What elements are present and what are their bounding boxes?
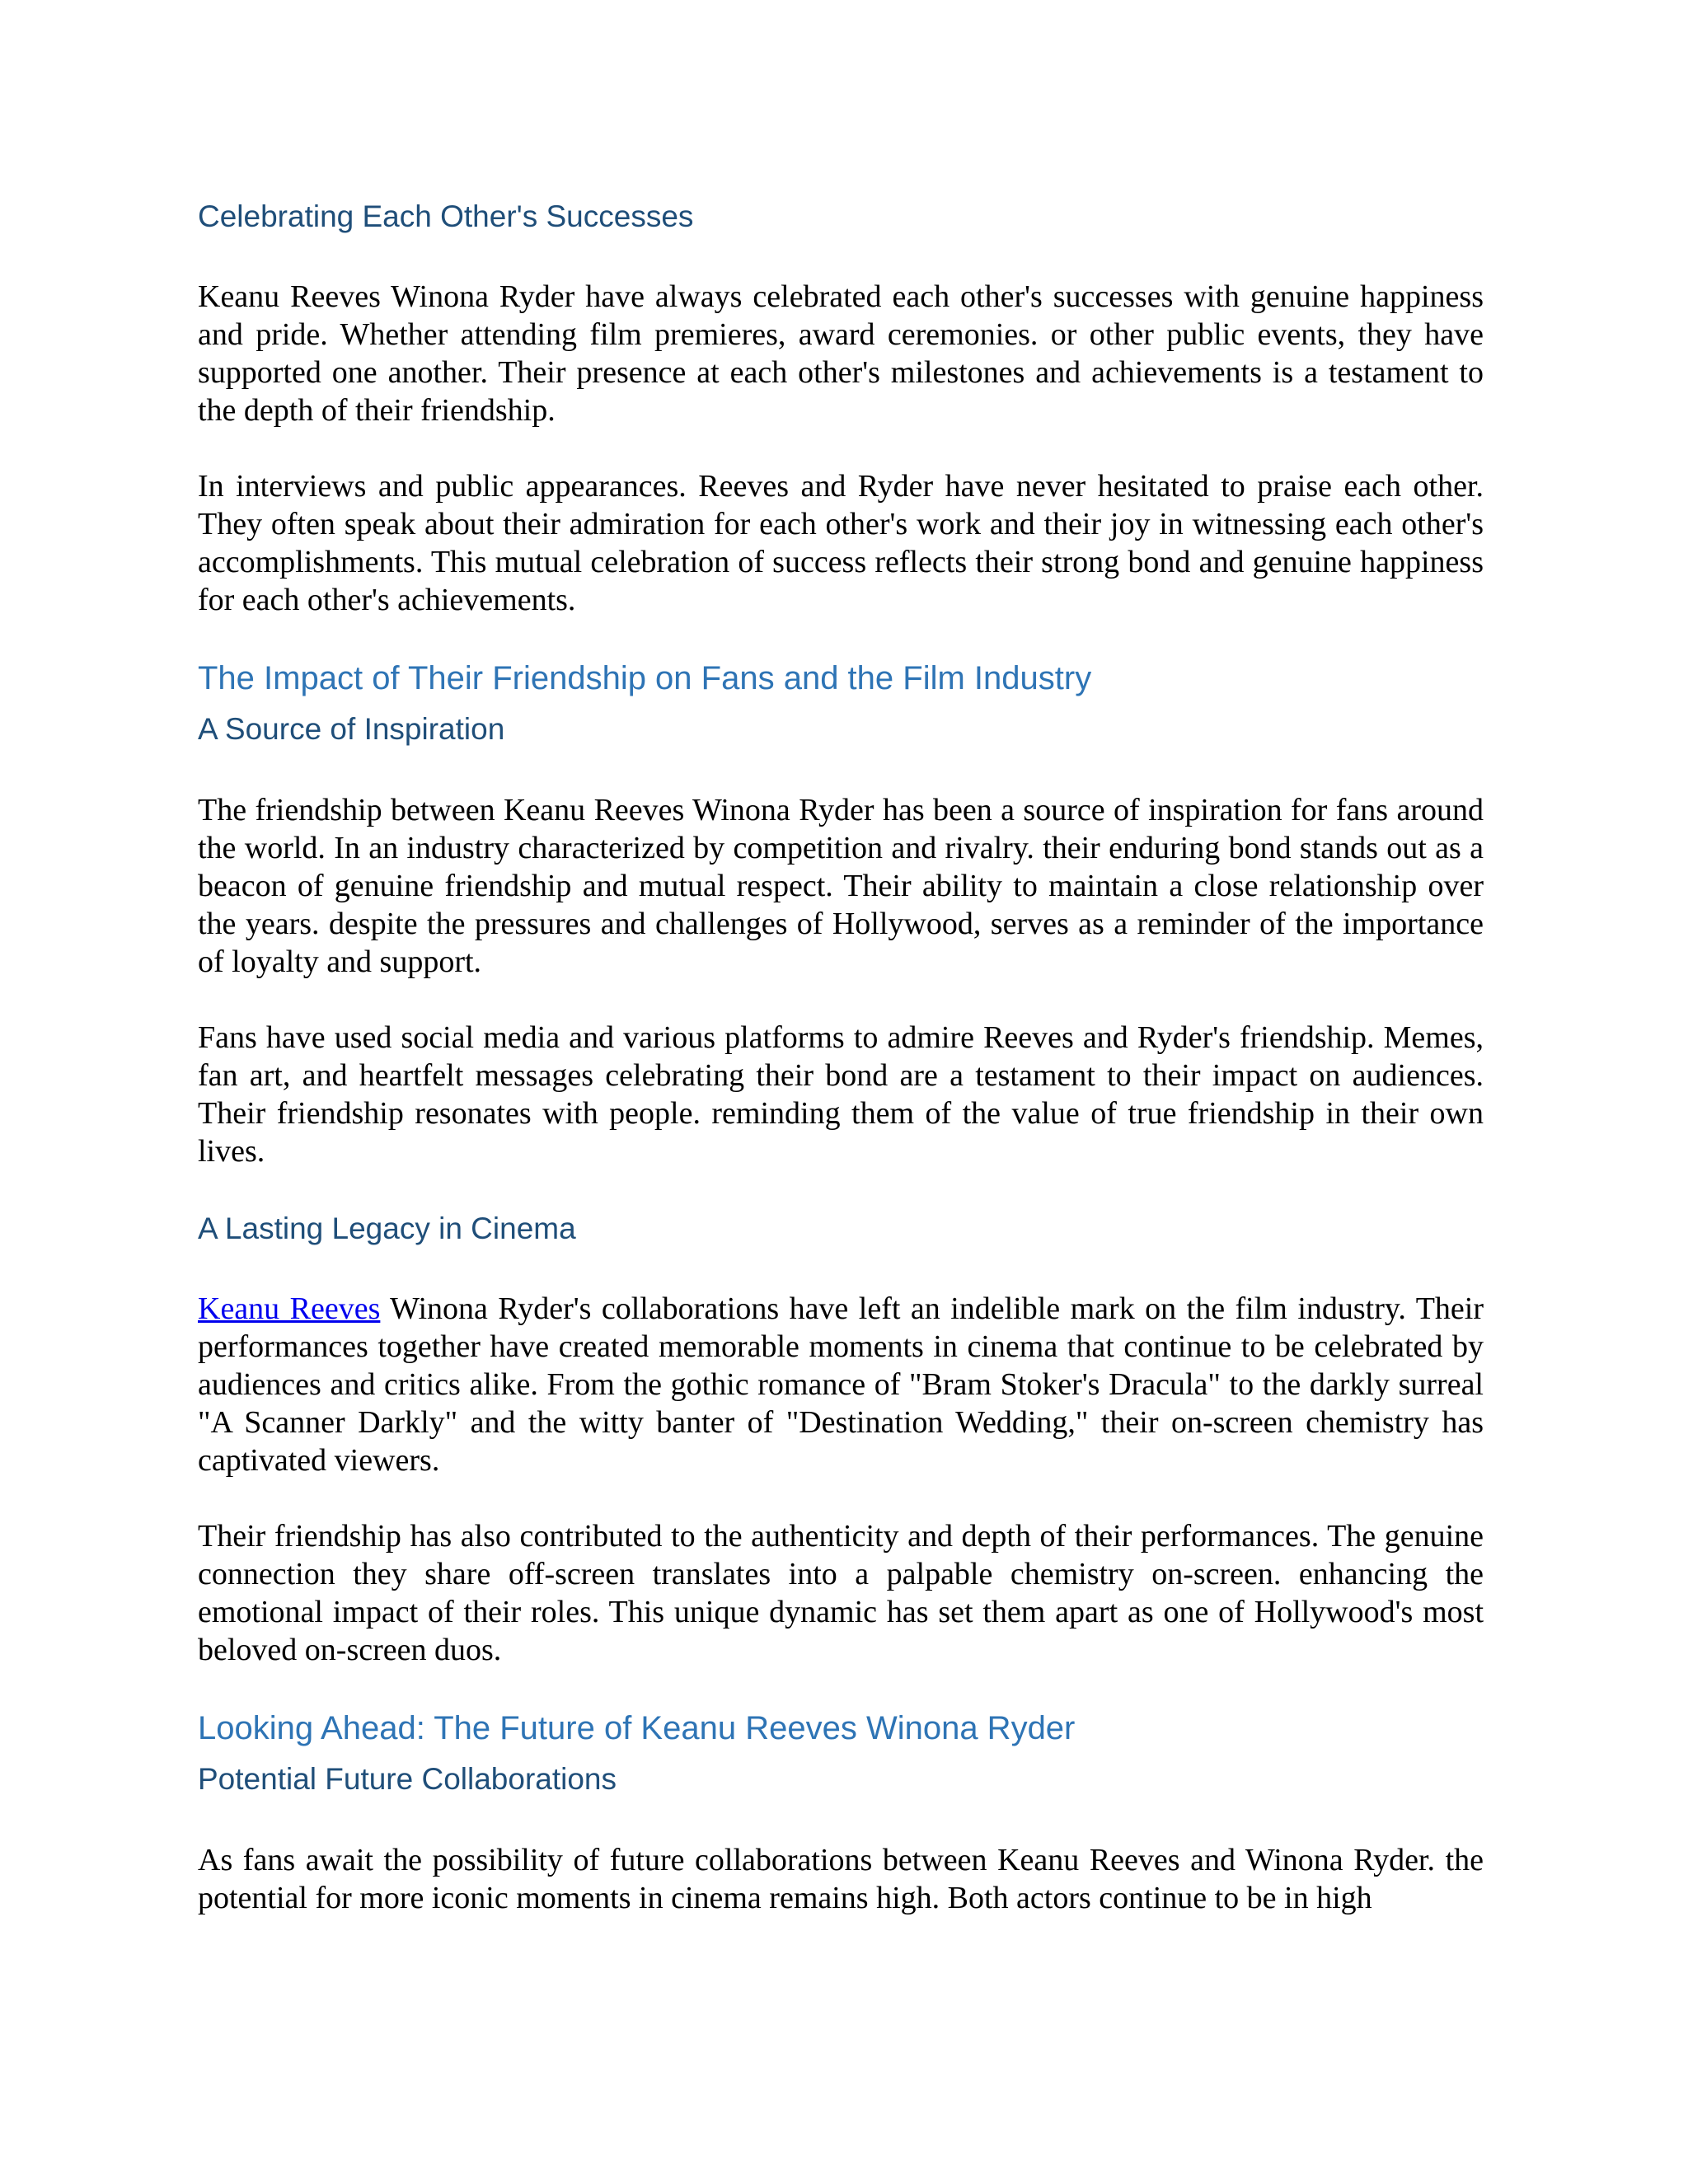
paragraph-legacy-1-text: Winona Ryder's collaborations have left an indelible mark on the film industry. Their performances together have created memorable moments in cinema that continue to be celebrated by audiences and critics alike. From the gothic romance of "Bram Stoker's Dracula" to the darkly surreal "A Scanner Darkly" and the witty banter of "Destination Wedding," their on-screen chemistry has captivated viewers. bbox=[198, 1291, 1484, 1478]
heading-potential-collaborations: Potential Future Collaborations bbox=[198, 1762, 617, 1796]
paragraph-celebrating-1: Keanu Reeves Winona Ryder have always celebrated each other's successes with genuine happiness and pride. Whether attending film premieres, award ceremonies. or other public events, they have supported one another. Their presence at each other's milestones and achievements is a testament to the depth of their friendship. bbox=[198, 279, 1484, 428]
paragraph-legacy-1 bbox=[198, 1290, 1484, 1479]
paragraph-inspiration-1: The friendship between Keanu Reeves Winona Ryder has been a source of inspiration for fans around the world. In an industry characterized by competition and rivalry. their enduring bond stands out as a beacon of genuine friendship and mutual respect. Their ability to maintain a close relationship over the years. despite the pressures and challenges of Hollywood, serves as a reminder of the importance of loyalty and support. bbox=[198, 793, 1484, 979]
heading-source-of-inspiration: A Source of Inspiration bbox=[198, 712, 505, 746]
paragraph-celebrating-2: In interviews and public appearances. Reeves and Ryder have never hesitated to praise each other. They often speak about their admiration for each other's work and their joy in witnessing each other's accomplishments. This mutual celebration of success reflects their strong bond and genuine happiness for each other's achievements. bbox=[198, 469, 1484, 617]
heading-lasting-legacy: A Lasting Legacy in Cinema bbox=[198, 1212, 576, 1245]
paragraph-inspiration-2: Fans have used social media and various platforms to admire Reeves and Ryder's friendship. Memes, fan art, and heartfelt messages celebrating their bond are a testament to their impact on audiences. Their friendship resonates with people. reminding them of the value of true friendship in their own lives. bbox=[198, 1020, 1484, 1169]
heading-celebrating-successes: Celebrating Each Other's Successes bbox=[198, 199, 694, 233]
heading-impact-friendship: The Impact of Their Friendship on Fans and the Film Industry bbox=[198, 660, 1092, 696]
paragraph-future-1: As fans await the possibility of future collaborations between Keanu Reeves and Winona Ryder. the potential for more iconic moments in cinema remains high. Both actors continue to be in high bbox=[198, 1843, 1484, 1915]
paragraph-legacy-2: Their friendship has also contributed to the authenticity and depth of their performances. The genuine connection they share off-screen translates into a palpable chemistry on-screen. enhancing the emotional impact of their roles. This unique dynamic has set them apart as one of Hollywood's most beloved on-screen duos. bbox=[198, 1519, 1484, 1667]
heading-looking-ahead: Looking Ahead: The Future of Keanu Reeves Winona Ryder bbox=[198, 1710, 1076, 1746]
keanu-reeves-link[interactable]: Keanu Reeves bbox=[198, 1291, 381, 1326]
